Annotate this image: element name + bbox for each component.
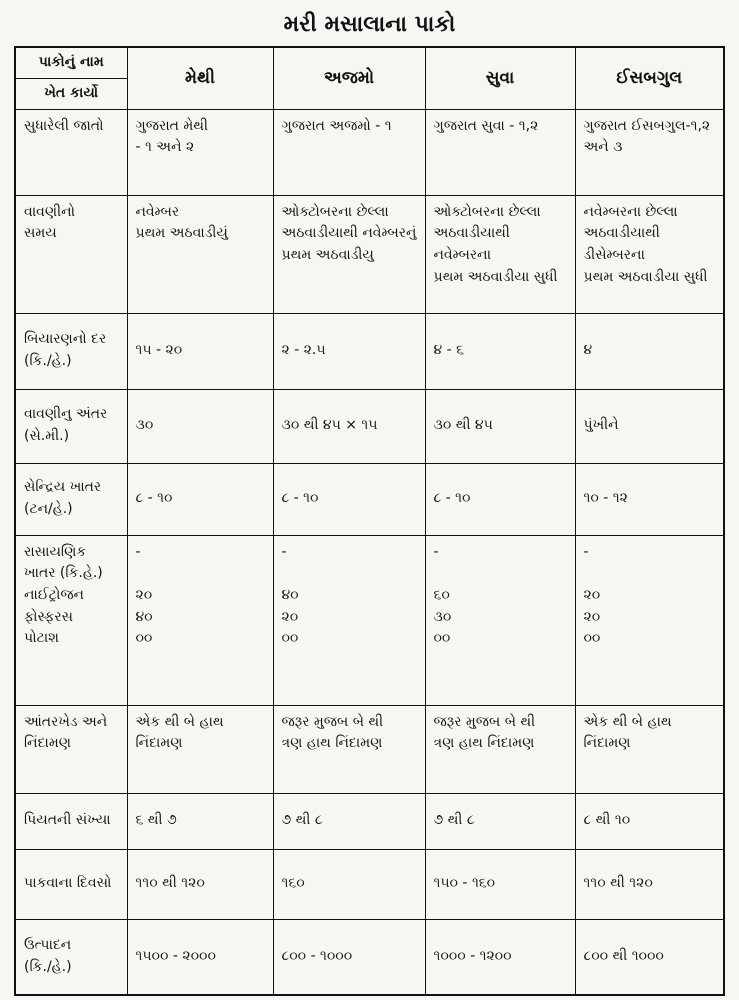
table-cell <box>273 313 425 389</box>
table-cell <box>575 389 724 463</box>
cell-line: ૨૦ <box>583 608 601 625</box>
table-cell <box>127 389 273 463</box>
corner-crop-name-label: પાકોનું નામ <box>16 48 127 79</box>
row-label <box>15 849 127 919</box>
cell-line <box>434 563 567 585</box>
row-label-line: પોટાશ <box>24 630 59 647</box>
table-cell <box>575 195 724 313</box>
cell-line: અને ૩ <box>583 139 623 156</box>
cell-line: ૬૦ <box>433 586 450 603</box>
row-label <box>15 535 127 705</box>
cell-line <box>136 563 265 585</box>
cell-line: - <box>135 543 141 560</box>
table-cell <box>425 793 575 849</box>
cell-line: ગુજરાત ઈસબગુલ-૧,૨ <box>583 117 711 134</box>
row-label-line: પિયતની સંખ્યા <box>24 812 111 829</box>
cell-line: ઓક્ટોબરના છેલ્લા <box>281 203 389 220</box>
table-cell <box>127 535 273 705</box>
table-cell <box>127 463 273 535</box>
cell-line: પ્રથમ અઠવાડીયુ <box>281 246 374 263</box>
crop-header-methi: મેથી <box>127 47 273 109</box>
cell-line: ૪૦ <box>281 586 299 603</box>
row-label-line: વાવણીનુ અંતર <box>24 406 108 423</box>
cell-line: ૮ - ૧૦ <box>135 490 173 507</box>
cell-line: ૩૦ <box>135 417 154 434</box>
cell-line: ત્રણ હાથ નિંદામણ <box>281 735 383 752</box>
cell-line: ૮૦૦ - ૧૦૦૦ <box>281 947 353 964</box>
table-cell <box>425 849 575 919</box>
table-row <box>15 195 724 313</box>
table-row <box>15 463 724 535</box>
cell-line: ૧૦૦૦ - ૧૨૦૦ <box>433 947 512 964</box>
cell-line: ૭ થી ૮ <box>433 812 475 829</box>
table-cell <box>127 849 273 919</box>
spice-crops-table <box>14 46 725 996</box>
table-row <box>15 313 724 389</box>
table-row <box>15 793 724 849</box>
cell-line: અઠવાડીયાથી નવેમ્બરનું <box>281 225 417 242</box>
table-cell <box>273 919 425 995</box>
cell-line: ૦૦ <box>281 630 299 647</box>
cell-line: ૩૦ થી ૪૫ × ૧૫ <box>281 417 378 434</box>
page-title: મરી મસાલાના પાકો <box>283 12 456 37</box>
table-cell <box>575 919 724 995</box>
cell-line: ૦૦ <box>583 630 601 647</box>
table-cell <box>127 793 273 849</box>
row-label <box>15 389 127 463</box>
cell-line: ૦૦ <box>135 630 153 647</box>
table-row <box>15 919 724 995</box>
cell-line: જરૂર મુજબ બે થી <box>433 713 536 730</box>
table-cell <box>425 109 575 195</box>
table-cell <box>273 195 425 313</box>
row-label-line: (કિ./હે.) <box>24 353 72 369</box>
cell-line: ૨૦ <box>135 586 153 603</box>
cell-line: નવેમ્બરના છેલ્લા <box>583 203 678 220</box>
row-label-line: વાવણીનો <box>24 203 76 220</box>
row-label <box>15 109 127 195</box>
cell-line: - <box>433 543 439 560</box>
table-cell <box>127 705 273 793</box>
table-cell <box>575 793 724 849</box>
row-label <box>15 195 127 313</box>
table-row <box>15 389 724 463</box>
cell-line: અઠવાડીયાથી નવેમ્બરના <box>433 225 510 263</box>
row-label-line: નાઈટ્રોજન <box>24 586 84 603</box>
row-label-line: બિયારણનો દર <box>24 331 107 348</box>
row-label-line: રાસાયણિક <box>24 543 87 560</box>
table-cell <box>425 313 575 389</box>
cell-line: નવેમ્બર <box>135 203 180 220</box>
cell-line: - <box>281 543 287 560</box>
cell-line: - ૧ અને ૨ <box>135 139 195 156</box>
cell-line: ૨૦ <box>583 586 601 603</box>
table-cell <box>273 535 425 705</box>
table-cell <box>127 109 273 195</box>
table-cell <box>273 849 425 919</box>
corner-cell <box>15 47 127 109</box>
cell-line: ૮ થી ૧૦ <box>583 812 631 829</box>
cell-line: ૧૫૦ - ૧૬૦ <box>433 875 496 892</box>
cell-line <box>584 563 716 585</box>
table-cell <box>273 389 425 463</box>
table-cell <box>425 463 575 535</box>
row-label <box>15 793 127 849</box>
row-label-line: (સે.મી.) <box>24 428 70 444</box>
table-cell <box>127 195 273 313</box>
cell-line: ૮૦૦ થી ૧૦૦૦ <box>583 947 664 964</box>
row-label-line: (ટન/હે.) <box>24 501 73 517</box>
table-cell <box>273 463 425 535</box>
cell-line: ૨ - ૨.૫ <box>281 342 326 359</box>
row-label <box>15 705 127 793</box>
cell-line: ૭ થી ૮ <box>281 812 323 829</box>
cell-line: અઠવાડીયાથી ડીસેમ્બરના <box>583 225 660 263</box>
crop-header-ajmo: અજમો <box>273 47 425 109</box>
cell-line: ૧૧૦ થી ૧૨૦ <box>583 875 653 892</box>
table-cell <box>575 313 724 389</box>
cell-line: - <box>583 543 589 560</box>
cell-line: ૦૦ <box>433 630 451 647</box>
cell-line: ત્રણ હાથ નિંદામણ <box>433 735 535 752</box>
cell-line: ૪ - ૬ <box>433 342 464 359</box>
table-cell <box>575 535 724 705</box>
cell-line: ૧૧૦ થી ૧૨૦ <box>135 875 205 892</box>
cell-line: ૪૦ <box>135 608 153 625</box>
row-label <box>15 463 127 535</box>
cell-line: પુંખીને <box>583 417 619 434</box>
row-label <box>15 919 127 995</box>
row-label-line: સમય <box>24 225 57 242</box>
table-cell <box>575 705 724 793</box>
row-label-line: નિંદામણ <box>24 735 71 752</box>
cell-line: ૮ - ૧૦ <box>433 490 471 507</box>
row-label-line: પાકવાના દિવસો <box>24 875 112 892</box>
table-cell <box>273 109 425 195</box>
table-cell <box>127 313 273 389</box>
cell-line: એક થી બે હાથ <box>135 713 224 730</box>
table-cell <box>575 463 724 535</box>
cell-line: ૧૫ - ૨૦ <box>135 342 183 359</box>
header-row <box>15 47 724 109</box>
crop-header-suva: સુવા <box>425 47 575 109</box>
cell-line <box>282 563 417 585</box>
row-label <box>15 313 127 389</box>
cell-line: ૩૦ થી ૪૫ <box>433 417 493 434</box>
table-cell <box>425 535 575 705</box>
cell-line: ૩૦ <box>433 608 452 625</box>
cell-line: ૪ <box>583 342 593 359</box>
cell-line: પ્રથમ અઠવાડીયા સુધી <box>433 268 558 285</box>
table-cell <box>575 849 724 919</box>
cell-line: ૧૦ - ૧૨ <box>583 490 628 507</box>
table-cell <box>425 919 575 995</box>
cell-line: ૧૬૦ <box>281 875 305 892</box>
crop-header-isabgul: ઈસબગુલ <box>575 47 724 109</box>
cell-line: નિંદામણ <box>135 735 183 752</box>
row-label-line: ઉત્પાદન <box>24 937 72 954</box>
table-row <box>15 705 724 793</box>
cell-line: ૬ થી ૭ <box>135 812 177 829</box>
table-row <box>15 849 724 919</box>
cell-line: એક થી બે હાથ <box>583 713 672 730</box>
row-label-line: ખાતર (કિ.હે.) <box>24 565 103 582</box>
cell-line: ઓક્ટોબરના છેલ્લા <box>433 203 541 220</box>
cell-line: ગુજરાત સુવા - ૧,૨ <box>433 117 539 134</box>
table-cell <box>273 705 425 793</box>
table-cell <box>425 195 575 313</box>
cell-line: ૨૦ <box>281 608 299 625</box>
row-label-line: (કિ./હે.) <box>24 958 72 975</box>
cell-line: નિંદામણ <box>583 735 631 752</box>
table-body <box>15 109 724 995</box>
cell-line: પ્રથમ અઠવાડીયા સુધી <box>583 268 708 285</box>
cell-line: જરૂર મુજબ બે થી <box>281 713 384 730</box>
row-label-line: સુધારેલી જાતો <box>24 117 104 134</box>
table-cell <box>127 919 273 995</box>
row-label-line: ફોસ્ફરસ <box>24 608 73 625</box>
table-cell <box>575 109 724 195</box>
cell-line: ૧૫૦૦ - ૨૦૦૦ <box>135 947 216 964</box>
table-cell <box>425 389 575 463</box>
table-row <box>15 535 724 705</box>
corner-farm-operations-label: ખેત કાર્યો <box>44 84 99 101</box>
cell-line: ગુજરાત અજમો - ૧ <box>281 117 392 134</box>
cell-line: ૮ - ૧૦ <box>281 490 319 507</box>
cell-line: પ્રથમ અઠવાડીયું <box>135 225 228 242</box>
table-row <box>15 109 724 195</box>
table-cell <box>425 705 575 793</box>
cell-line: ગુજરાત મેથી <box>135 117 208 134</box>
row-label-line: આંતરખેડ અને <box>24 713 108 730</box>
row-label-line: સેન્દ્રિય ખાતર <box>24 479 102 496</box>
table-cell <box>273 793 425 849</box>
